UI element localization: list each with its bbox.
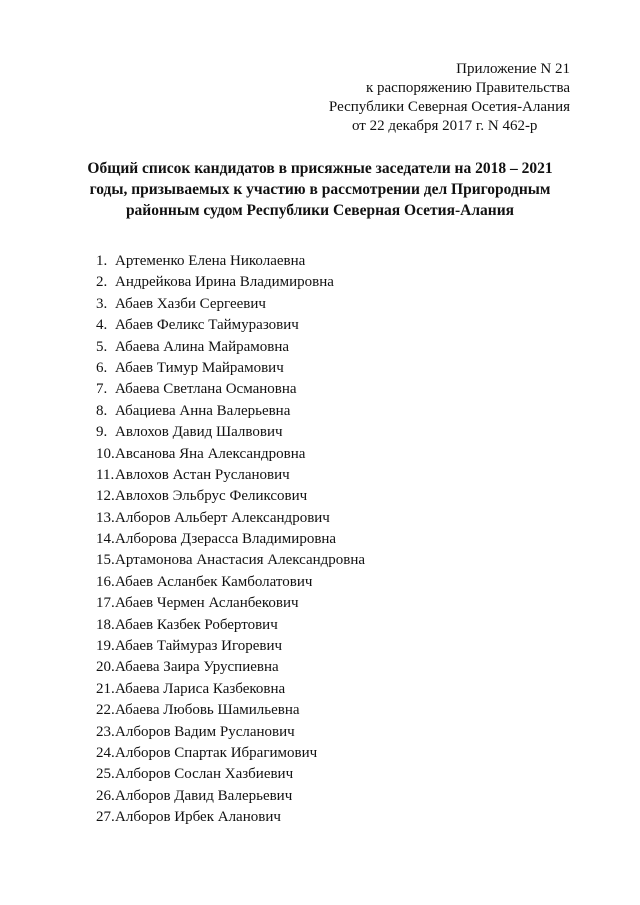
- list-item-name: Абаев Тимур Майрамович: [115, 359, 284, 376]
- list-item-number: 7.: [96, 381, 108, 398]
- list-item-name: Авсанова Яна Александровна: [115, 445, 306, 462]
- list-item-name: Абаев Асланбек Камболатович: [115, 573, 313, 590]
- list-item-number: 1.: [96, 253, 108, 269]
- list-item-name: Абациева Анна Валерьевна: [115, 402, 291, 419]
- list-item-number: 2.: [96, 274, 108, 291]
- list-item: [96, 294, 556, 315]
- list-item: [96, 572, 556, 593]
- list-item: [96, 550, 556, 571]
- title-line-2: годы, призываемых к участию в рассмотрении дел Пригородным: [89, 181, 551, 198]
- list-item-number: 4.: [96, 317, 108, 334]
- list-item-number: 9.: [96, 424, 108, 441]
- appendix-date: от 22 декабря 2017 г. N 462-р: [352, 118, 538, 134]
- list-item-number: 16.: [96, 573, 115, 590]
- list-item-name: Алборов Давид Валерьевич: [115, 787, 293, 804]
- list-item-number: 3.: [96, 295, 108, 312]
- appendix-government: Республики Северная Осетия-Алания: [328, 99, 570, 115]
- list-item-name: Абаев Феликс Таймуразович: [115, 317, 299, 334]
- list-item: [96, 486, 556, 507]
- list-item-number: 20.: [96, 659, 115, 676]
- list-item-name: Алборов Сослан Хазбиевич: [115, 766, 294, 783]
- list-item: [96, 272, 556, 293]
- list-item-number: 15.: [96, 552, 115, 569]
- list-item-number: 12.: [96, 488, 115, 505]
- list-item: [96, 379, 556, 400]
- list-item-number: 27.: [96, 809, 115, 826]
- list-item: [96, 508, 556, 529]
- list-item-name: Алборов Спартак Ибрагимович: [115, 744, 318, 761]
- list-item: [96, 593, 556, 614]
- list-item-number: 10.: [96, 445, 115, 462]
- list-item: [96, 422, 556, 443]
- list-item: [96, 529, 556, 550]
- list-item-number: 25.: [96, 766, 115, 783]
- list-item-name: Авлохов Астан Русланович: [115, 466, 290, 483]
- list-item-number: 18.: [96, 616, 115, 633]
- list-item: [96, 251, 556, 272]
- list-item: [96, 743, 556, 764]
- list-item-number: 14.: [96, 531, 115, 548]
- list-item-name: Артеменко Елена Николаевна: [115, 253, 306, 269]
- list-item: [96, 465, 556, 486]
- list-item: [96, 786, 556, 807]
- list-item-name: Абаев Таймураз Игоревич: [115, 638, 283, 655]
- appendix-order-reference: к распоряжению Правительства: [365, 80, 570, 96]
- list-item-name: Алборов Вадим Русланович: [115, 723, 295, 740]
- list-item-number: 17.: [96, 595, 115, 612]
- list-item: [96, 444, 556, 465]
- list-item: [96, 358, 556, 379]
- list-item-name: Абаева Заира Уруспиевна: [115, 659, 279, 676]
- list-item-name: Абаева Лариса Казбековна: [115, 680, 286, 697]
- list-item-number: 22.: [96, 702, 115, 719]
- list-item: [96, 722, 556, 743]
- list-item-number: 5.: [96, 338, 108, 355]
- list-item-name: Алборов Ирбек Аланович: [115, 809, 281, 826]
- list-item: [96, 401, 556, 422]
- list-item-number: 26.: [96, 787, 115, 804]
- list-item-name: Алборов Альберт Александрович: [115, 509, 330, 526]
- list-item-name: Абаева Светлана Османовна: [115, 381, 297, 398]
- list-item-number: 21.: [96, 680, 115, 697]
- list-item: [96, 700, 556, 721]
- list-item-number: 19.: [96, 638, 115, 655]
- list-item-number: 23.: [96, 723, 115, 740]
- list-item-name: Артамонова Анастасия Александровна: [115, 552, 366, 569]
- list-item: [96, 657, 556, 678]
- list-item-name: Абаева Алина Майрамовна: [115, 338, 290, 355]
- appendix-header: [300, 60, 570, 136]
- list-item-name: Абаев Казбек Робертович: [115, 616, 278, 633]
- list-item: [96, 615, 556, 636]
- appendix-number: Приложение N 21: [456, 61, 570, 77]
- list-item: [96, 679, 556, 700]
- list-item-number: 11.: [96, 466, 115, 483]
- list-item-name: Авлохов Давид Шалвович: [115, 424, 283, 441]
- list-item-number: 13.: [96, 509, 115, 526]
- title-line-3: районным судом Республики Северная Осетия-Алания: [125, 202, 515, 219]
- list-item-number: 6.: [96, 359, 108, 376]
- list-item-name: Авлохов Эльбрус Феликсович: [115, 488, 308, 505]
- list-item: [96, 315, 556, 336]
- list-item-name: Абаева Любовь Шамильевна: [115, 702, 300, 719]
- list-item: [96, 636, 556, 657]
- list-item-name: Алборова Дзерасса Владимировна: [115, 531, 337, 548]
- list-item-name: Абаев Чермен Асланбекович: [115, 595, 299, 612]
- list-item: [96, 807, 556, 828]
- list-item: [96, 764, 556, 785]
- list-item: [96, 337, 556, 358]
- list-item-name: Андрейкова Ирина Владимировна: [115, 274, 334, 291]
- title-line-1: Общий список кандидатов в присяжные заседатели на 2018 – 2021: [87, 160, 553, 177]
- list-item-name: Абаев Хазби Сергеевич: [115, 295, 266, 312]
- candidate-list: [96, 251, 556, 829]
- list-item-number: 8.: [96, 402, 108, 419]
- document-title: [40, 158, 600, 221]
- list-item-number: 24.: [96, 744, 115, 761]
